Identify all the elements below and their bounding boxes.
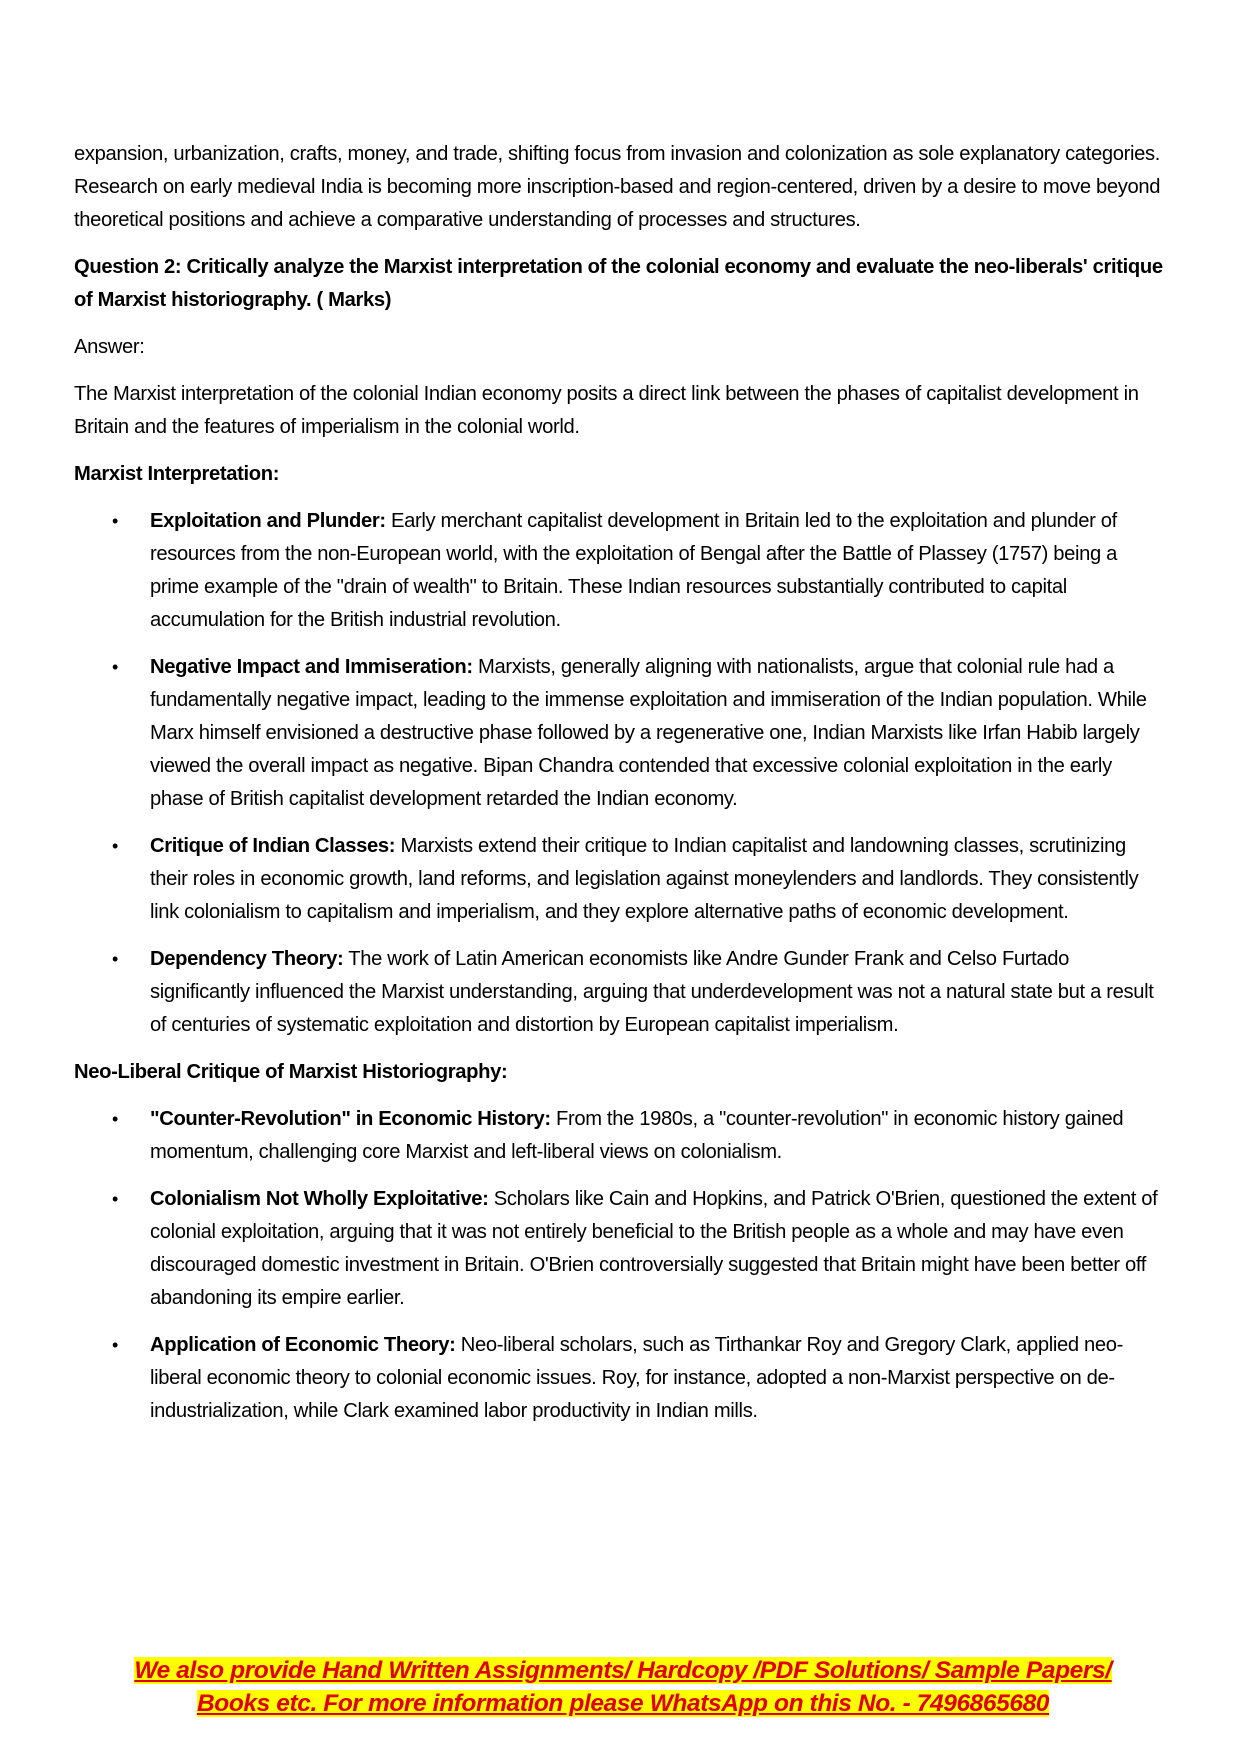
answer-intro: The Marxist interpretation of the colonial Indian economy posits a direct link between the phases of capitalist development in Britain and the features of imperialism in the colonial world. [74,383,1139,438]
list-item [74,1329,1164,1428]
item-text: Early merchant capitalist development in Britain led to the exploitation and plunder of resources from the non-European world, with the exploitation of Bengal after the Battle of Plassey (1757) being a prime example of the "drain of wealth" to Britain. These Indian resources substantially contributed to capital accumulation for the British industrial revolution. [150,510,1118,631]
list-item [74,651,1164,816]
list-item [74,505,1164,637]
bullet-icon: • [112,1109,118,1129]
marxist-bullet-list [74,505,1164,1042]
promo-line-2: Books etc. For more information please WhatsApp on this No. - 7496865680 [196,1690,1050,1717]
promo-line-1: We also provide Hand Written Assignments/ Hardcopy /PDF Solutions/ Sample Papers/ [134,1657,1112,1684]
list-item [74,830,1164,929]
item-text: From the 1980s, a "counter-revolution" in economic history gained momentum, challenging core Marxist and left-liberal views on colonialism. [150,1108,1124,1163]
list-item [74,943,1164,1042]
item-title: Application of Economic Theory: [150,1334,456,1356]
bullet-icon: • [112,1189,118,1209]
promo-banner [88,1654,1158,1720]
question-heading: Question 2: Critically analyze the Marxist interpretation of the colonial economy and evaluate the neo-liberals' critique of Marxist historiography. ( Marks) [74,256,1163,311]
document-page [74,138,1164,1442]
section-heading-marxist: Marxist Interpretation: [74,463,280,485]
bullet-icon: • [112,1335,118,1355]
bullet-icon: • [112,511,118,531]
item-title: Negative Impact and Immiseration: [150,656,473,678]
bullet-icon: • [112,836,118,856]
intro-paragraph: expansion, urbanization, crafts, money, and trade, shifting focus from invasion and colonization as sole explanatory categories. Research on early medieval India is becoming more inscription-based and region-centered, driven by a desire to move beyond theoretical positions and achieve a comparative understanding of processes and structures. [74,143,1161,231]
section-heading-neoliberal: Neo-Liberal Critique of Marxist Historiography: [74,1061,508,1083]
bullet-icon: • [112,949,118,969]
answer-label: Answer: [74,336,145,358]
item-title: Exploitation and Plunder: [150,510,386,532]
item-text: Neo-liberal scholars, such as Tirthankar Roy and Gregory Clark, applied neo-liberal economic theory to colonial economic issues. Roy, for instance, adopted a non-Marxist perspective on de-industrialization, while Clark examined labor productivity in Indian mills. [150,1334,1124,1422]
item-title: "Counter-Revolution" in Economic History: [150,1108,551,1130]
bullet-icon: • [112,657,118,677]
item-text: The work of Latin American economists like Andre Gunder Frank and Celso Furtado significantly influenced the Marxist understanding, arguing that underdevelopment was not a natural state but a result of centuries of systematic exploitation and distortion by European capitalist imperialism. [150,948,1154,1036]
item-text: Marxists extend their critique to Indian capitalist and landowning classes, scrutinizing their roles in economic growth, land reforms, and legislation against moneylenders and landlords. They consistently link colonialism to capitalism and imperialism, and they explore alternative paths of economic development. [150,835,1139,923]
item-title: Dependency Theory: [150,948,344,970]
item-text: Scholars like Cain and Hopkins, and Patrick O'Brien, questioned the extent of colonial exploitation, arguing that it was not entirely beneficial to the British people as a whole and may have even discouraged domestic investment in Britain. O'Brien controversially suggested that Britain might have been better off abandoning its empire earlier. [150,1188,1158,1309]
item-title: Colonialism Not Wholly Exploitative: [150,1188,489,1210]
neoliberal-bullet-list [74,1103,1164,1428]
item-text: Marxists, generally aligning with nationalists, argue that colonial rule had a fundamentally negative impact, leading to the immense exploitation and immiseration of the Indian population. While Marx himself envisioned a destructive phase followed by a regenerative one, Indian Marxists like Irfan Habib largely viewed the overall impact as negative. Bipan Chandra contended that excessive colonial exploitation in the early phase of British capitalist development retarded the Indian economy. [150,656,1147,810]
list-item [74,1103,1164,1169]
item-title: Critique of Indian Classes: [150,835,396,857]
list-item [74,1183,1164,1315]
